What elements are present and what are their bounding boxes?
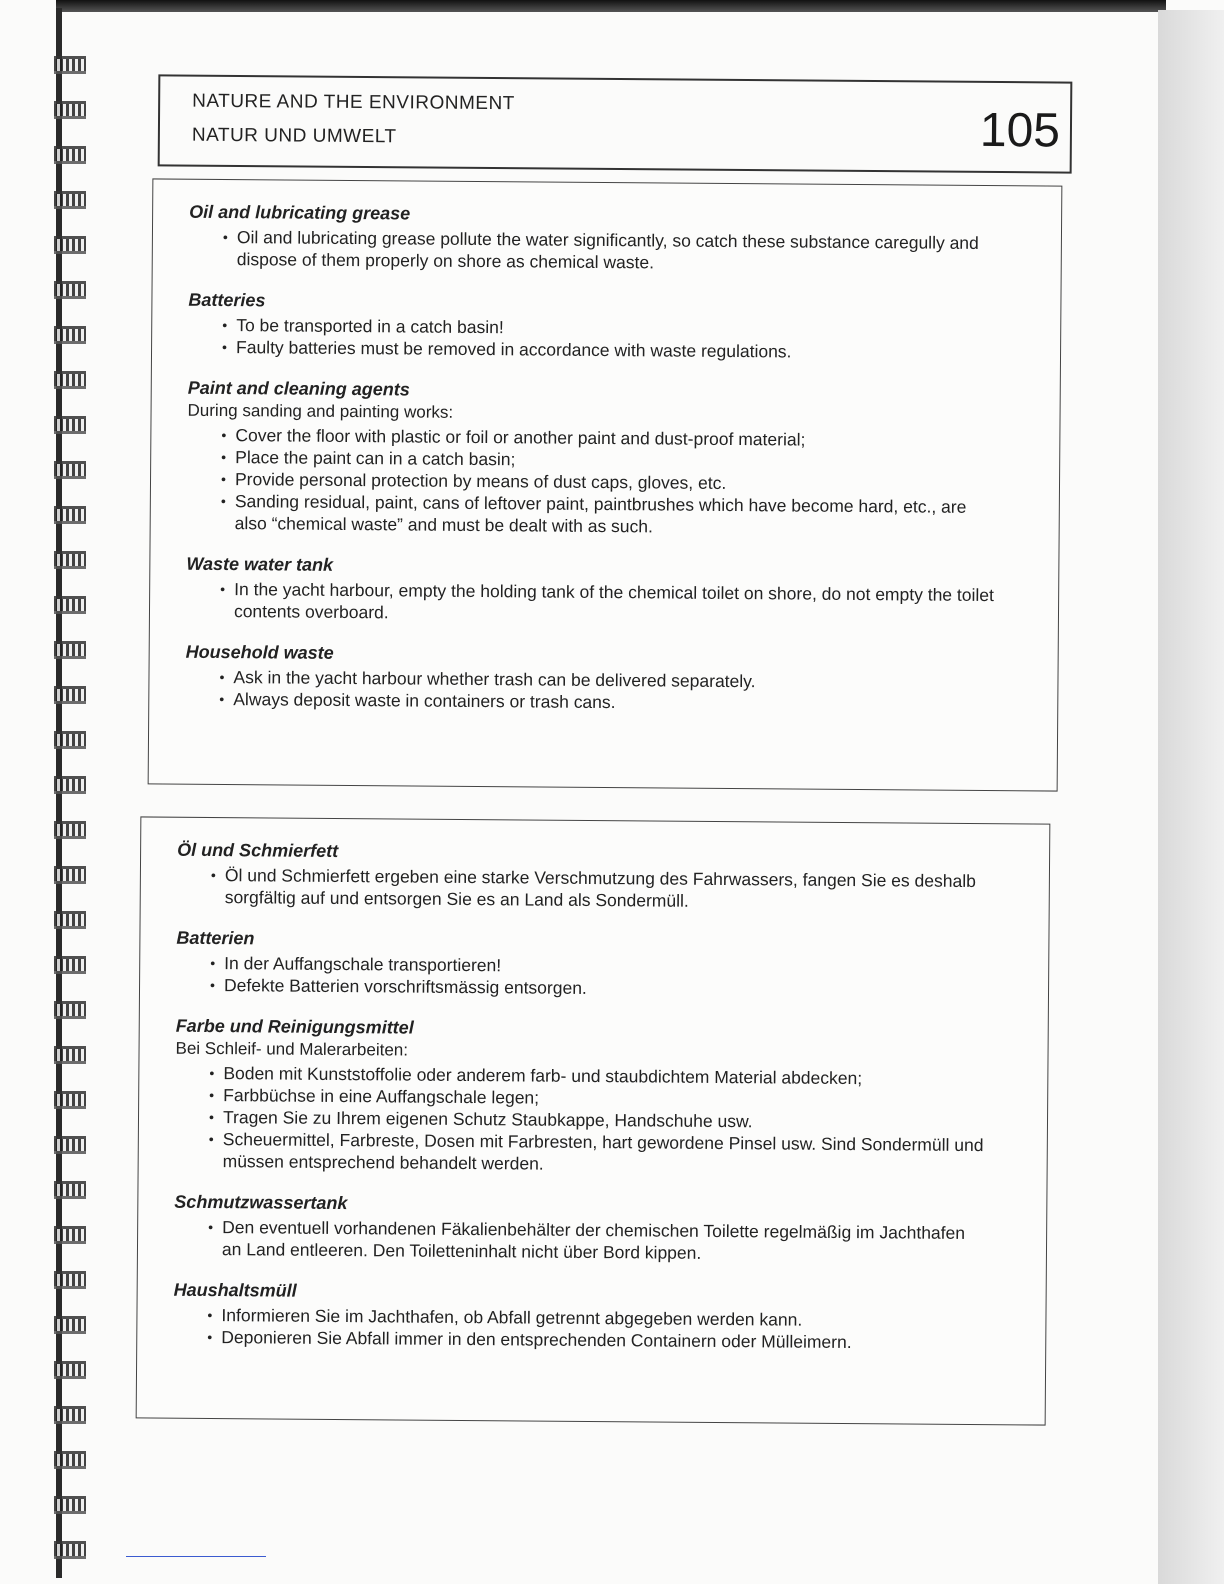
section-heading: Household waste [185,641,334,663]
bullet-item: • Scheuermittel, Farbreste, Dosen mit Farbresten, hart gewordene Pinsel usw. Sind Sondermüll und müssen entsprechend behandelt werden. [209,1128,987,1178]
bullet-list [187,424,1000,540]
bullet-item: • In the yacht harbour, empty the holding tank of the chemical toilet on shore, do not empty the toilet contents overboard. [220,578,998,628]
bullet-list [174,1216,986,1266]
bullet-list [176,952,988,1002]
binding-ring [54,911,86,929]
bullet-item: • Place the paint can in a catch basin; [221,446,999,474]
section-english-3 [186,554,999,628]
section-heading: Farbe und Reinigungsmittel [175,1015,414,1038]
section-english-4 [185,642,998,716]
spiral-binding [40,40,100,1580]
english-sections [185,202,1001,716]
section-heading: Haushaltsmüll [173,1279,297,1301]
bullet-item: • Always deposit waste in containers or trash cans. [219,688,997,716]
binding-ring [54,146,86,164]
binding-ring [54,1496,86,1514]
section-heading: Batterien [176,927,255,949]
section-heading: Paint and cleaning agents [187,377,410,400]
binding-ring [54,596,86,614]
bullet-item: • Faulty batteries must be removed in accordance with waste regulations. [222,336,1000,364]
page-header [158,74,1073,173]
header-title-english: NATURE AND THE ENVIRONMENT [192,90,515,115]
bullet-item: • Informieren Sie im Jachthafen, ob Abfall getrennt abgegeben werden kann. [207,1304,985,1332]
section-german-4 [173,1280,986,1354]
binding-ring [54,1451,86,1469]
english-section-box [148,178,1063,791]
binding-ring [54,1316,86,1334]
bullet-item: • Oil and lubricating grease pollute the water significantly, so catch these substance caregully and dispose of them properly on shore as chemical waste. [223,226,1001,276]
binding-ring [54,461,86,479]
section-english-0 [189,202,1002,276]
binding-ring [54,191,86,209]
section-heading: Waste water tank [186,553,334,575]
binding-ring [54,1226,86,1244]
binding-ring [54,551,86,569]
bullet-list [189,226,1001,276]
binding-ring [54,1541,86,1559]
binding-ring [54,1001,86,1019]
bullet-item: • Deponieren Sie Abfall immer in den entsprechenden Containern oder Mülleimern. [207,1326,985,1354]
section-intro: Bei Schleif- und Malerarbeiten: [175,1038,409,1060]
section-english-1 [188,290,1001,364]
binding-ring [54,236,86,254]
page-shadow-top [56,0,1166,12]
bullet-list [188,314,1000,364]
binding-ring [54,1361,86,1379]
bullet-item: • Den eventuell vorhandenen Fäkalienbehälter der chemischen Toilette regelmäßig im Jachthafen an Land entleeren. Den Toiletteninhalt nicht über Bord kippen. [208,1216,986,1266]
bullet-item: • Tragen Sie zu Ihrem eigenen Schutz Staubkappe, Handschuhe usw. [209,1106,987,1134]
binding-ring [54,866,86,884]
binding-ring [54,686,86,704]
bullet-item: • To be transported in a catch basin! [222,314,1000,342]
binding-ring [54,1136,86,1154]
page-number: 105 [979,103,1061,158]
binding-ring [54,956,86,974]
section-heading: Öl und Schmierfett [177,839,339,861]
german-section-box [136,816,1051,1425]
binding-ring [54,56,86,74]
binding-ring [54,371,86,389]
binding-ring [54,281,86,299]
bullet-item: • Sanding residual, paint, cans of leftover paint, paintbrushes which have become hard, etc., are also “chemical waste” and must be dealt with as such. [221,490,999,540]
bullet-item: • Cover the floor with plastic or foil or another paint and dust-proof material; [221,424,999,452]
binding-ring [54,1181,86,1199]
binding-ring [54,731,86,749]
bullet-list [186,578,998,628]
section-heading: Schmutzwassertank [174,1191,348,1214]
binding-ring [54,776,86,794]
bullet-item: • Defekte Batterien vorschriftsmässig entsorgen. [210,974,988,1002]
binding-ring [54,1091,86,1109]
bullet-item: • Ask in the yacht harbour whether trash can be delivered separately. [219,666,997,694]
binding-ring [54,101,86,119]
binding-ring [54,821,86,839]
section-intro: During sanding and painting works: [187,400,454,422]
binding-ring [54,326,86,344]
bullet-list [177,864,989,914]
section-german-1 [176,928,989,1002]
bullet-list [173,1304,985,1354]
bullet-item: • Provide personal protection by means of dust caps, gloves, etc. [221,468,999,496]
bullet-list [175,1062,988,1178]
bullet-item: • Boden mit Kunststoffolie oder anderem farb- und staubdichtem Material abdecken; [209,1062,987,1090]
binding-ring [54,1406,86,1424]
section-german-0 [177,840,990,914]
binding-ring [54,416,86,434]
german-sections [173,840,989,1354]
header-title-german: NATUR UND UMWELT [191,124,397,148]
bullet-item: • Farbbüchse in eine Auffangschale legen; [209,1084,987,1112]
bullet-item: • Öl und Schmierfett ergeben eine starke Verschmutzung des Fahrwassers, fangen Sie es deshalb sorgfältig auf und entsorgen Sie es an Land als Sondermüll. [211,864,989,914]
binding-ring [54,1046,86,1064]
binding-ring [54,641,86,659]
bullet-list [185,666,997,716]
footer-rule [126,1556,266,1557]
bullet-item: • In der Auffangschale transportieren! [210,952,988,980]
binding-ring [54,506,86,524]
section-german-3 [174,1192,987,1266]
section-heading: Oil and lubricating grease [189,201,411,224]
section-german-2 [175,1016,988,1178]
binding-ring [54,1271,86,1289]
section-english-2 [187,378,1000,540]
section-heading: Batteries [188,289,266,311]
page-shadow-right [1158,10,1224,1584]
